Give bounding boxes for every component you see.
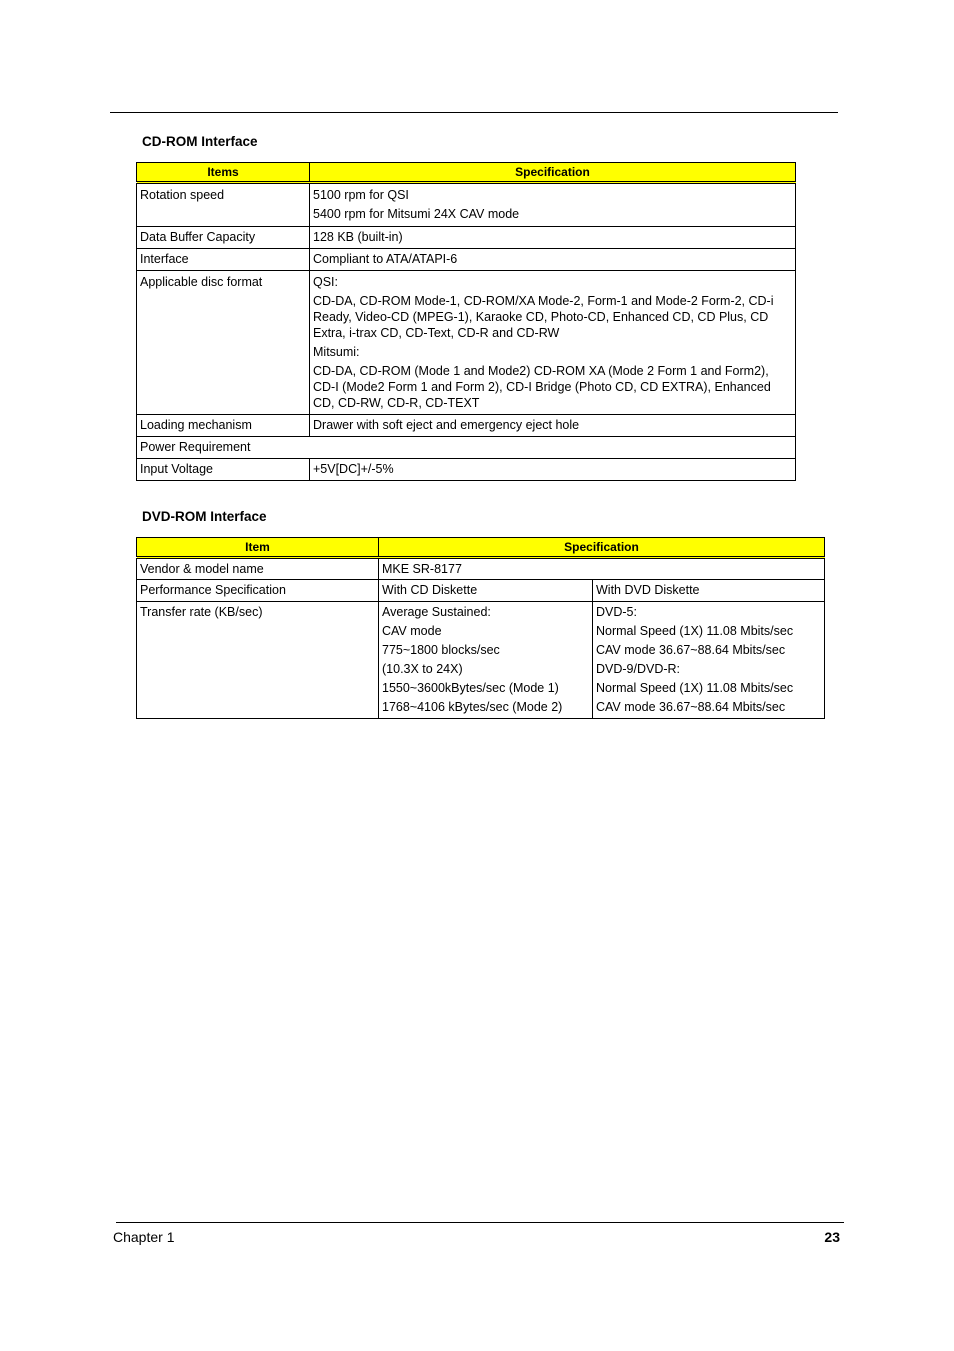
row-value: 128 KB (built-in) — [310, 227, 796, 249]
row-label: Rotation speed — [137, 183, 310, 227]
row-value: Average Sustained: CAV mode 775~1800 blocks/sec (10.3X to 24X) 1550~3600kBytes/sec (Mode 1) 1768~4106 kBytes/sec (Mode 2) — [379, 602, 593, 719]
table-row — [137, 459, 796, 481]
row-label: Transfer rate (KB/sec) — [137, 602, 379, 719]
cdrom-table-header — [137, 163, 796, 183]
dvdrom-section-title: DVD-ROM Interface — [142, 509, 267, 524]
table-row — [137, 437, 796, 459]
cdrom-spec-table — [136, 162, 796, 481]
footer-chapter: Chapter 1 — [113, 1229, 175, 1245]
row-value: MKE SR-8177 — [379, 558, 825, 580]
table-row — [137, 602, 825, 719]
cdrom-section-title: CD-ROM Interface — [142, 134, 258, 149]
table-row — [137, 558, 825, 580]
row-label: Performance Specification — [137, 580, 379, 602]
header-rule — [110, 112, 838, 113]
row-value: DVD-5: Normal Speed (1X) 11.08 Mbits/sec CAV mode 36.67~88.64 Mbits/sec DVD-9/DVD-R: Normal Speed (1X) 11.08 Mbits/sec CAV mode 36.67~88.64 Mbits/sec — [593, 602, 825, 719]
footer-page-number: 23 — [824, 1229, 840, 1245]
table-row — [137, 227, 796, 249]
table-row — [137, 183, 796, 227]
header-specification: Specification — [310, 163, 796, 183]
row-value: With CD Diskette — [379, 580, 593, 602]
row-value: With DVD Diskette — [593, 580, 825, 602]
row-label: Loading mechanism — [137, 415, 310, 437]
table-row — [137, 415, 796, 437]
dvdrom-table-header — [137, 538, 825, 558]
row-label: Vendor & model name — [137, 558, 379, 580]
row-value: QSI: CD-DA, CD-ROM Mode-1, CD-ROM/XA Mode-2, Form-1 and Mode-2 Form-2, CD-i Ready, Video-CD (MPEG-1), Karaoke CD, Photo-CD, Enhanced CD, CD Plus, CD Extra, i-trax CD, CD-Text, CD-R and CD-RW Mitsumi: CD-DA, CD-ROM (Mode 1 and Mode2) CD-ROM XA (Mode 2 Form 1 and Form2), CD-I (Mode2 Form 1 and Form 2), CD-I Bridge (Photo CD, CD EXTRA), Enhanced CD, CD-RW, CD-R, CD-TEXT — [310, 271, 796, 415]
dvdrom-spec-table — [136, 537, 825, 719]
footer-rule — [116, 1222, 844, 1223]
row-label: Power Requirement — [137, 437, 796, 459]
row-label: Interface — [137, 249, 310, 271]
header-specification: Specification — [379, 538, 825, 558]
row-value: Drawer with soft eject and emergency eject hole — [310, 415, 796, 437]
row-label: Input Voltage — [137, 459, 310, 481]
row-label: Applicable disc format — [137, 271, 310, 415]
header-item: Item — [137, 538, 379, 558]
table-row — [137, 271, 796, 415]
row-value: Compliant to ATA/ATAPI-6 — [310, 249, 796, 271]
row-value: +5V[DC]+/-5% — [310, 459, 796, 481]
table-row — [137, 249, 796, 271]
table-row — [137, 580, 825, 602]
header-items: Items — [137, 163, 310, 183]
row-label: Data Buffer Capacity — [137, 227, 310, 249]
row-value: 5100 rpm for QSI 5400 rpm for Mitsumi 24X CAV mode — [310, 183, 796, 227]
